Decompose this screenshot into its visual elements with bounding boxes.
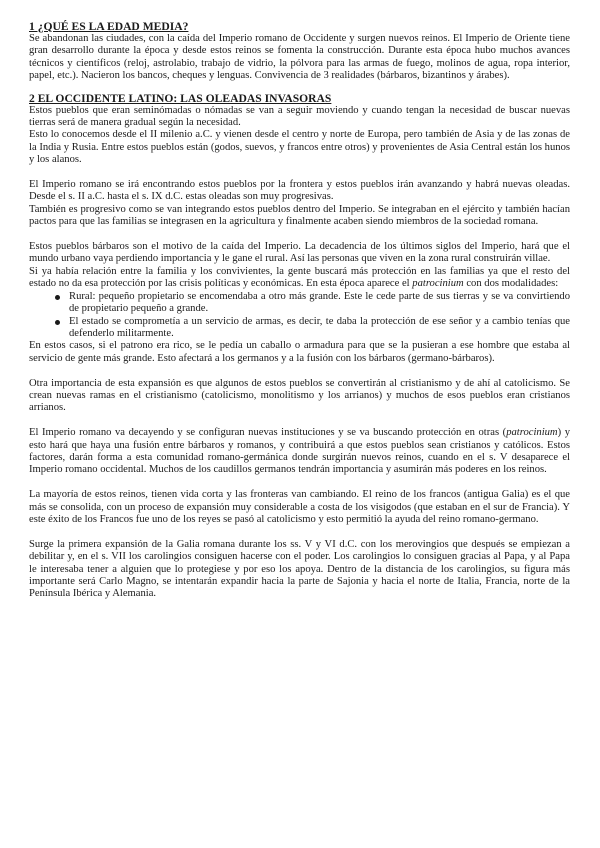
patrocinium-text-a: Si ya había relación entre la familia y los convivientes, la gente buscará más protección en las familias ya que el resto del estado no da esa protección por las crisis políticas y económicas. En esta época aparece el	[29, 265, 570, 290]
paragraph-origins: Esto lo conocemos desde el II milenio a.C. y vienen desde el centro y norte de Europa, pero también de Asia y de las zonas de la India y Rusia. Entre estos pueblos están (godos, suevos, y francos entre otros) y provenientes de Asia Central están los hunos y los alanos.	[29, 129, 570, 166]
paragraph-kingdoms: La mayoría de estos reinos, tienen vida corta y las fronteras van cambiando. El reino de los francos (antigua Galia) es el que más se consolida, con un proceso de expansión muy considerable a costa de los visigodos (que estaban en el sur de Francia). Y este éxito de los Francos fue uno de los reyes se pasó al catolicismo y esto permitió la ayuda del reino romano-germano.	[29, 489, 570, 525]
list-item: Rural: pequeño propietario se encomendaba a otro más grande. Este le cede parte de sus tierras y se va convirtiendo de propietario pequeño a grande.	[69, 290, 570, 315]
paragraph-patrocinium	[29, 266, 570, 291]
patrocinium-term: patrocinium	[412, 278, 464, 290]
paragraph-nomadic-peoples: Estos pueblos que eran seminómadas o nómadas se van a seguir moviendo y cuando tengan la necesidad de buscar nuevas tierras será de manera gradual según la necesidad.	[29, 104, 570, 129]
paragraph-frontier-waves: El Imperio romano se irá encontrando estos pueblos por la frontera y estos pueblos irán avanzando y habrá nuevas oleadas. Desde el s. II a.C. hasta el s. IX d.C. estas oleadas son muy progresivas.	[29, 179, 570, 203]
modalities-list	[29, 291, 570, 341]
section-2-heading: 2 EL OCCIDENTE LATINO: LAS OLEADAS INVASORAS	[29, 91, 332, 105]
section-1-heading: 1 ¿QUÉ ES LA EDAD MEDIA?	[29, 20, 189, 33]
paragraph-new-institutions	[29, 427, 570, 477]
section-1-paragraph: Se abandonan las ciudades, con la caída del Imperio romano de Occidente y surgen nuevos reinos. El Imperio de Oriente tiene gran desarrollo durante la época y desde estos reinos se fomenta la construcción. Durante esta época hubo muchos avances técnicos y científicos (reloj, astrolabio, trabajo de vidrio, la pólvora para las armas de fuego, molinos de agua, ropa interior, papel, etc.). Nacieron los bancos, cheques y lenguas. Convivencia de 3 realidades (bárbaros, bizantinos y árabes).	[29, 33, 570, 82]
paragraph-empire-fall: Estos pueblos bárbaros son el motivo de la caída del Imperio. La decadencia de los últimos siglos del Imperio, hará que el mundo urbano vaya perdiendo importancia y le gane el rural. Así las personas que viven en la zona rural construirán villae.	[29, 241, 570, 265]
institutions-text-a: El Imperio romano va decayendo y se configuran nuevas instituciones y se va buscando protección en otras (	[29, 427, 507, 439]
institutions-text-b: ) y esto hará que haya una fusión entre bárbaros y romanos, y contribuirá a que estos pueblos sean cristianos y católicos. Estos factores, darán forma a esta comunidad romano-germánica donde surgirán nuevos reinos, cuando en el s. V desaparece el Imperio romano occidental. Muchos de los caudillos germanos tendrán importancia y asumirán más poderes en los reinos.	[29, 427, 570, 476]
paragraph-patron: En estos casos, si el patrono era rico, se le pedía un caballo o armadura para que se la pusieran a ese hombre que estaba al servicio de gente más grande. Esto afectará a los germanos y a la fusión con los bárbaros (germano-bárbaros).	[29, 340, 570, 364]
institutions-term: patrocinium	[506, 427, 558, 439]
patrocinium-text-b: con dos modalidades:	[463, 278, 559, 290]
list-item: El estado se comprometía a un servicio de armas, es decir, te daba la protección de ese señor y a cambio tenías que defenderlo militarmente.	[69, 315, 570, 339]
paragraph-christianity: Otra importancia de esta expansión es que algunos de estos pueblos se convertirán al cristianismo y de ahí al catolicismo. Se crean nuevas ramas en el cristianismo (catolicismo, monolitismo y los arrianos) y muchos de esos pueblos eran cristianos arrianos.	[29, 377, 570, 414]
paragraph-carolingians: Surge la primera expansión de la Galia romana durante los ss. V y VI d.C. con los merovingios que después se empiezan a debilitar y, en el s. VII los carolingios consiguen hacerse con el poder. Los carolingios lo consiguen gracias al Papa, y al Papa le interesaba tener a alguien que lo protegiese y por eso los apoya. Dentro de la distancia de los carolingios, su figura más importante será Carlo Magno, se intentarán expandir hacia la parte de Sajonia y hacia el norte de Italia, Francia, norte de la Península Ibérica y Alemania.	[29, 538, 570, 600]
paragraph-integration: También es progresivo como se van integrando estos pueblos dentro del Imperio. Se integraban en el ejército y también hacían pactos para que las familias se integrasen en la agricultura y finalmente acaben siendo miembros de la sociedad romana.	[29, 203, 570, 228]
